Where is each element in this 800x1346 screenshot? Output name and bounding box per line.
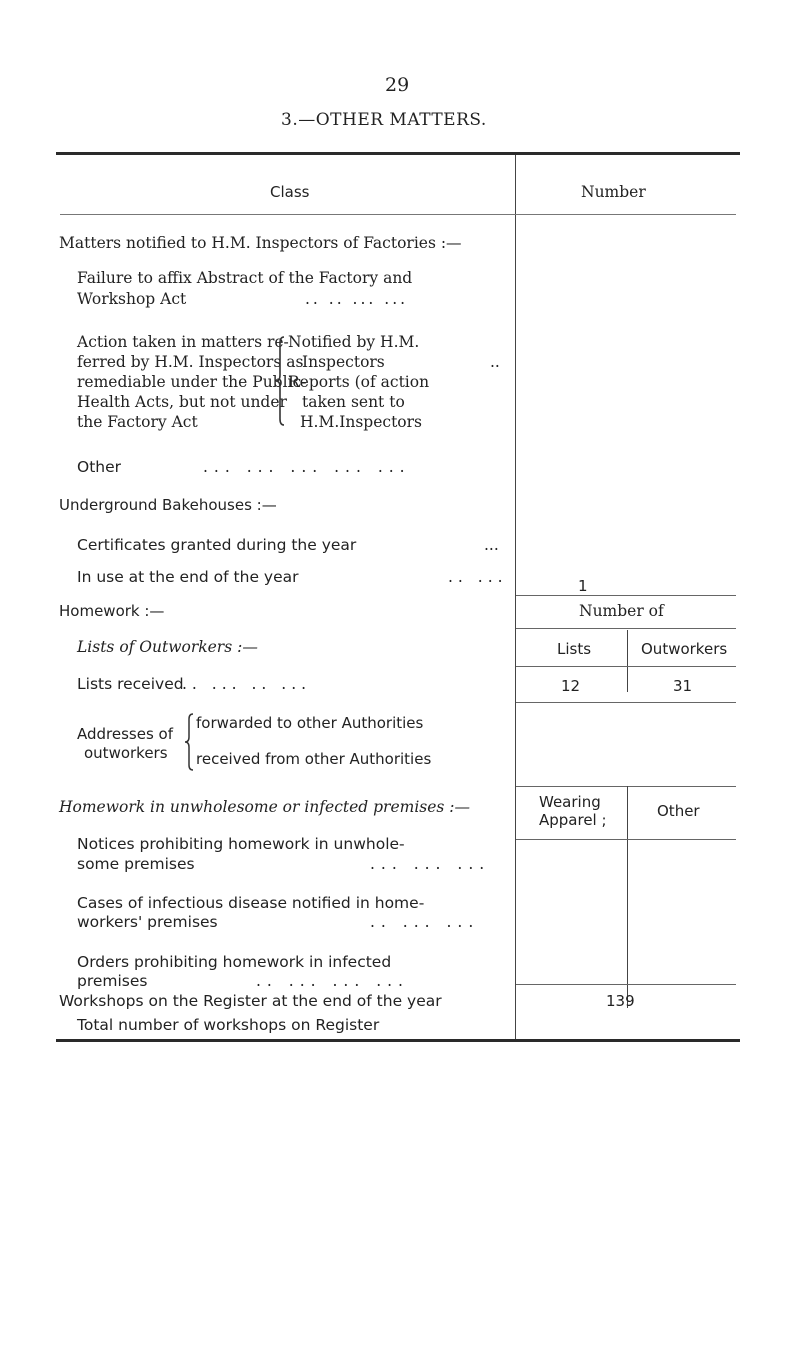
workshops-value: 139 xyxy=(606,992,635,1010)
notices-line2: some premises xyxy=(77,855,195,873)
homework-rule xyxy=(516,595,736,596)
underground-label: Underground Bakehouses :— xyxy=(59,496,277,514)
orders-line2: premises xyxy=(77,972,148,990)
action-line2: ferred by H.M. Inspectors as xyxy=(77,353,304,371)
cases-line1: Cases of infectious disease notified in home- xyxy=(77,894,425,912)
number-of-header: Number of xyxy=(579,602,664,620)
wearing-apparel-line1: Wearing xyxy=(539,793,601,811)
number-header: Number xyxy=(581,183,646,201)
lists-value: 12 xyxy=(561,677,581,695)
lists-divider xyxy=(627,630,628,692)
class-header: Class xyxy=(270,183,310,201)
other-dots: ... ... ... ... ... xyxy=(203,458,411,476)
in-use-label: In use at the end of the year xyxy=(77,568,299,586)
action-line3: remediable under the Public- xyxy=(77,373,307,391)
lists-header: Lists xyxy=(557,640,592,658)
addresses-of-label: Addresses of xyxy=(77,725,174,743)
orders-dots: .. ... ... ... xyxy=(256,972,409,990)
workshops-rule xyxy=(516,984,736,985)
lists-received-label: Lists received xyxy=(77,675,184,693)
addresses-brace xyxy=(183,712,195,772)
certificates-dots: ... xyxy=(484,536,499,554)
lists-received-dots: .. ... .. ... xyxy=(182,675,312,693)
reports-line1: Reports (of action xyxy=(288,373,430,391)
action-line5: the Factory Act xyxy=(77,413,198,431)
notices-line1: Notices prohibiting homework in unwhole- xyxy=(77,835,405,853)
outworkers-value: 31 xyxy=(673,677,693,695)
unwholesome-heading: Homework in unwholesome or infected premises :— xyxy=(59,798,471,816)
number-of-rule xyxy=(516,628,736,629)
failure-line1: Failure to affix Abstract of the Factory and xyxy=(77,269,413,287)
received-label: received from other Authorities xyxy=(196,750,432,768)
homework-label: Homework :— xyxy=(59,602,165,620)
page-number: 29 xyxy=(385,74,410,96)
top-rule xyxy=(56,152,740,155)
action-brace xyxy=(274,335,288,427)
lists-received-rule xyxy=(516,702,736,703)
column-divider xyxy=(515,155,516,1039)
total-label: Total number of workshops on Register xyxy=(77,1016,380,1034)
other-column-header: Other xyxy=(657,802,700,820)
notices-dots: ... ... ... xyxy=(370,855,491,873)
wearing-apparel-line2: Apparel ; xyxy=(539,811,607,829)
lists-of-outworkers-label: Lists of Outworkers :— xyxy=(77,638,258,656)
unwholesome-top-rule xyxy=(516,786,736,787)
failure-line2: Workshop Act xyxy=(77,290,187,308)
matters-notified-label: Matters notified to H.M. Inspectors of Factories :— xyxy=(59,234,462,252)
section-title: 3.—OTHER MATTERS. xyxy=(281,110,487,130)
notified-line1: Notified by H.M. xyxy=(288,333,420,351)
unwholesome-divider xyxy=(627,786,628,1008)
unwholesome-header-rule xyxy=(516,839,736,840)
forwarded-label: forwarded to other Authorities xyxy=(196,714,424,732)
outworkers-label: outworkers xyxy=(84,744,168,762)
reports-line3: H.M.Inspectors xyxy=(300,413,423,431)
certificates-label: Certificates granted during the year xyxy=(77,536,357,554)
in-use-value: 1 xyxy=(578,577,588,595)
bottom-rule xyxy=(56,1039,740,1042)
failure-dots: .. .. ... ... xyxy=(305,290,409,308)
notified-dots: .. xyxy=(490,353,500,371)
other-label: Other xyxy=(77,458,122,476)
workshops-label: Workshops on the Register at the end of the year xyxy=(59,992,442,1010)
action-line4: Health Acts, but not under xyxy=(77,393,287,411)
header-rule xyxy=(60,214,736,215)
cases-dots: .. ... ... xyxy=(370,913,480,931)
orders-line1: Orders prohibiting homework in infected xyxy=(77,953,392,971)
lists-header-rule xyxy=(516,666,736,667)
reports-line2: taken sent to xyxy=(302,393,405,411)
in-use-dots: .. ... xyxy=(448,568,508,586)
notified-line2: Inspectors xyxy=(302,353,385,371)
action-line1: Action taken in matters re- xyxy=(77,333,289,351)
cases-line2: workers' premises xyxy=(77,913,218,931)
outworkers-header: Outworkers xyxy=(641,640,728,658)
